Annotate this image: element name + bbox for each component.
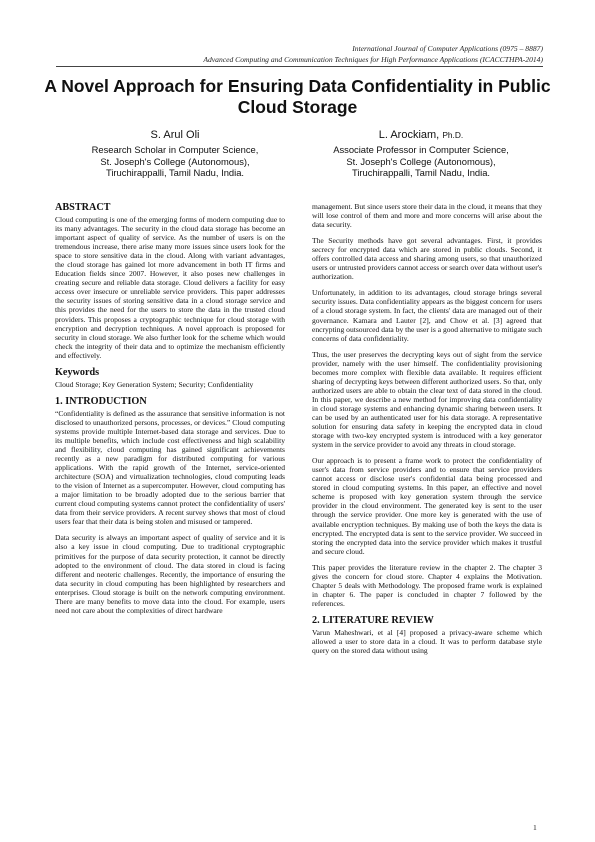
author-2-location: Tiruchirappalli, Tamil Nadu, India.: [351, 167, 491, 179]
author-1-name: S. Arul Oli: [150, 129, 200, 141]
author-1: [55, 128, 295, 179]
author-2-degree: Ph.D.: [442, 130, 464, 140]
right-column: [312, 202, 542, 662]
journal-header: International Journal of Computer Applications (0975 – 8887): [352, 44, 543, 53]
right-paragraph-1: management. But since users store their data in the cloud, it means that they will lose control of them and more and more concerns will arise about the data security.: [312, 202, 542, 230]
right-paragraph-3: Unfortunately, in addition to its advantages, cloud storage brings several security issues. Data confidentiality appears as the biggest concern for users of a cloud storage system. In fact, the clients' data are managed out of their governance. Kamara and Lauter [2], and Chow et al. [3] agreed that encrypting outsourced data by the user is a good alternative to mitigate such concerns of data confidentiality.: [312, 288, 542, 343]
intro-paragraph-1: “Confidentiality is defined as the assurance that sensitive information is not disclosed to unauthorized persons, processes, or devices.” Cloud computing systems provide multiple Internet-based data storage and services. Due to its multiple benefits, which include cost effectiveness and high scalability and flexibility, cloud computing has gained significant achievements recently as a new paradigm for distributed computing for various applications. With the rapid growth of the Internet, service-oriented architecture (SOA) and virtualization technologies, cloud computing leads to the vision of Internet as a supercomputer. However, cloud computing has a major limitation to be broadly adopted due to the serious barrier that current cloud computing systems cannot protect the confidentiality of users' data from their service providers. A recent survey shows that most of cloud users fear that their data is being stolen and misused or tampered.: [55, 408, 285, 527]
right-paragraph-5: Our approach is to present a frame work to protect the confidentiality of user's data from service providers and to ensure that service providers cannot access or disclose user's confidential data being processed and stored in cloud computing systems. In this paper, an effective and novel scheme is proposed with key generation system through the service provider in the cloud environment. The generated key is sent to the user through the service provider. One more key is generated with the use of available encryption techniques. By making use of both the keys the data is encrypted. The encrypted data is sent to the service provider. We succeed in storing the encrypted data into the service provider which makes it trustful and secure cloud.: [312, 456, 542, 556]
header-rule: [56, 66, 543, 67]
keywords-text: Cloud Storage; Key Generation System; Security; Confidentiality: [55, 379, 254, 389]
left-column: [55, 202, 285, 622]
right-paragraph-4: Thus, the user preserves the decrypting keys out of sight from the service provider, namely with the user himself. The confidentiality provisioning becomes more complex with flexible data available. It requires efficient sharing of decrypting keys between different authorized users. So that, only authorized users are able to obtain the clear text of data stored in the cloud. In this paper, we describe a new method for improving data confidentiality in cloud storage systems and enhancing dynamic sharing between users. It can be used by an authenticated user for his data storage. A representative solution for ensuring data safety in keeping the encrypted data in cloud storage with two-key encrypted system is introduced with a key generator system in the service provider to avoid any threats in cloud storage.: [312, 349, 542, 450]
author-1-role: Research Scholar in Computer Science,: [91, 144, 259, 155]
right-paragraph-2: The Security methods have got several advantages. First, it provides secrecy for encrypted data which are stored in public clouds. Second, it offers controlled data access and sharing among users, so that unauthorized users or untrusted providers cannot access or search over data without user's authorization.: [312, 236, 542, 282]
author-2-name: L. Arockiam, Ph.D.: [378, 129, 464, 141]
abstract-text: Cloud computing is one of the emerging forms of modern computing due to its many advantages. The security in the cloud data storage has become an important aspect of quality of service. As the number of users is on the tremendous increase, there arise many more issues since users look for the space to store sensitive data in the cloud. Along with variant advantages, the cloud storage has gained lot more advancement in both IT firms and Education fields since 2007. However, it also poses new challenges in creating secure and reliable data storage. Cloud delivers a facility for easy access over insecure or unreliable service providers. This paper addresses the security issues of storing sensitive data in a cloud storage service and this provides the need for the users to store the data in the trusted cloud providers. This proposes a cryptographic technique for cloud storage with encryption and decryption techniques. A novel approach is proposed for security in cloud storage. We also further look for the scheme which would check the integrity of their data and to optimize the mechanism efficiently and effectively.: [55, 215, 285, 360]
intro-paragraph-2: Data security is always an important aspect of quality of service and it is also a key issue in cloud computing. Due to traditional cryptographic primitives for the purpose of data security protection, it cannot be directly adopted to the environment of cloud. The data stored in cloud is facing different and neoteric challenges. Recently, the importance of ensuring the data security in cloud computing has been highlighted by researchers and enterprises. Cloud storage is built on the network computing environment. There are many benefits to move data into the cloud. For example, users need not care about the complexities of direct hardware: [55, 533, 285, 615]
conference-header: Advanced Computing and Communication Techniques for High Performance Applications (ICACCTHPA-2014): [203, 55, 543, 64]
abstract-heading: ABSTRACT: [55, 202, 111, 213]
author-2: [301, 128, 541, 179]
author-1-location: Tiruchirappalli, Tamil Nadu, India.: [105, 167, 245, 179]
introduction-heading: 1. INTRODUCTION: [55, 395, 147, 407]
paper-title: A Novel Approach for Ensuring Data Confidentiality in Public Cloud Storage: [44, 76, 551, 117]
author-2-institution: St. Joseph's College (Autonomous),: [346, 155, 496, 167]
literature-review-text: Varun Maheshwari, et al [4] proposed a privacy-aware scheme which allowed a user to store data in a cloud. It was to perform database style query on the stored data without using: [312, 627, 542, 656]
page-number: 1: [533, 823, 537, 832]
literature-review-heading: 2. LITERATURE REVIEW: [312, 614, 434, 626]
keywords-heading: Keywords: [55, 366, 100, 378]
author-1-institution: St. Joseph's College (Autonomous),: [100, 155, 250, 167]
author-2-role: Associate Professor in Computer Science,: [333, 144, 509, 155]
right-paragraph-6: This paper provides the literature review in the chapter 2. The chapter 3 gives the concern for cloud store. Chapter 4 explains the Motivation. Chapter 5 deals with Methodology. The proposed frame work is explained in chapter 6. The paper is concluded in chapter 7 followed by the references.: [312, 562, 542, 608]
